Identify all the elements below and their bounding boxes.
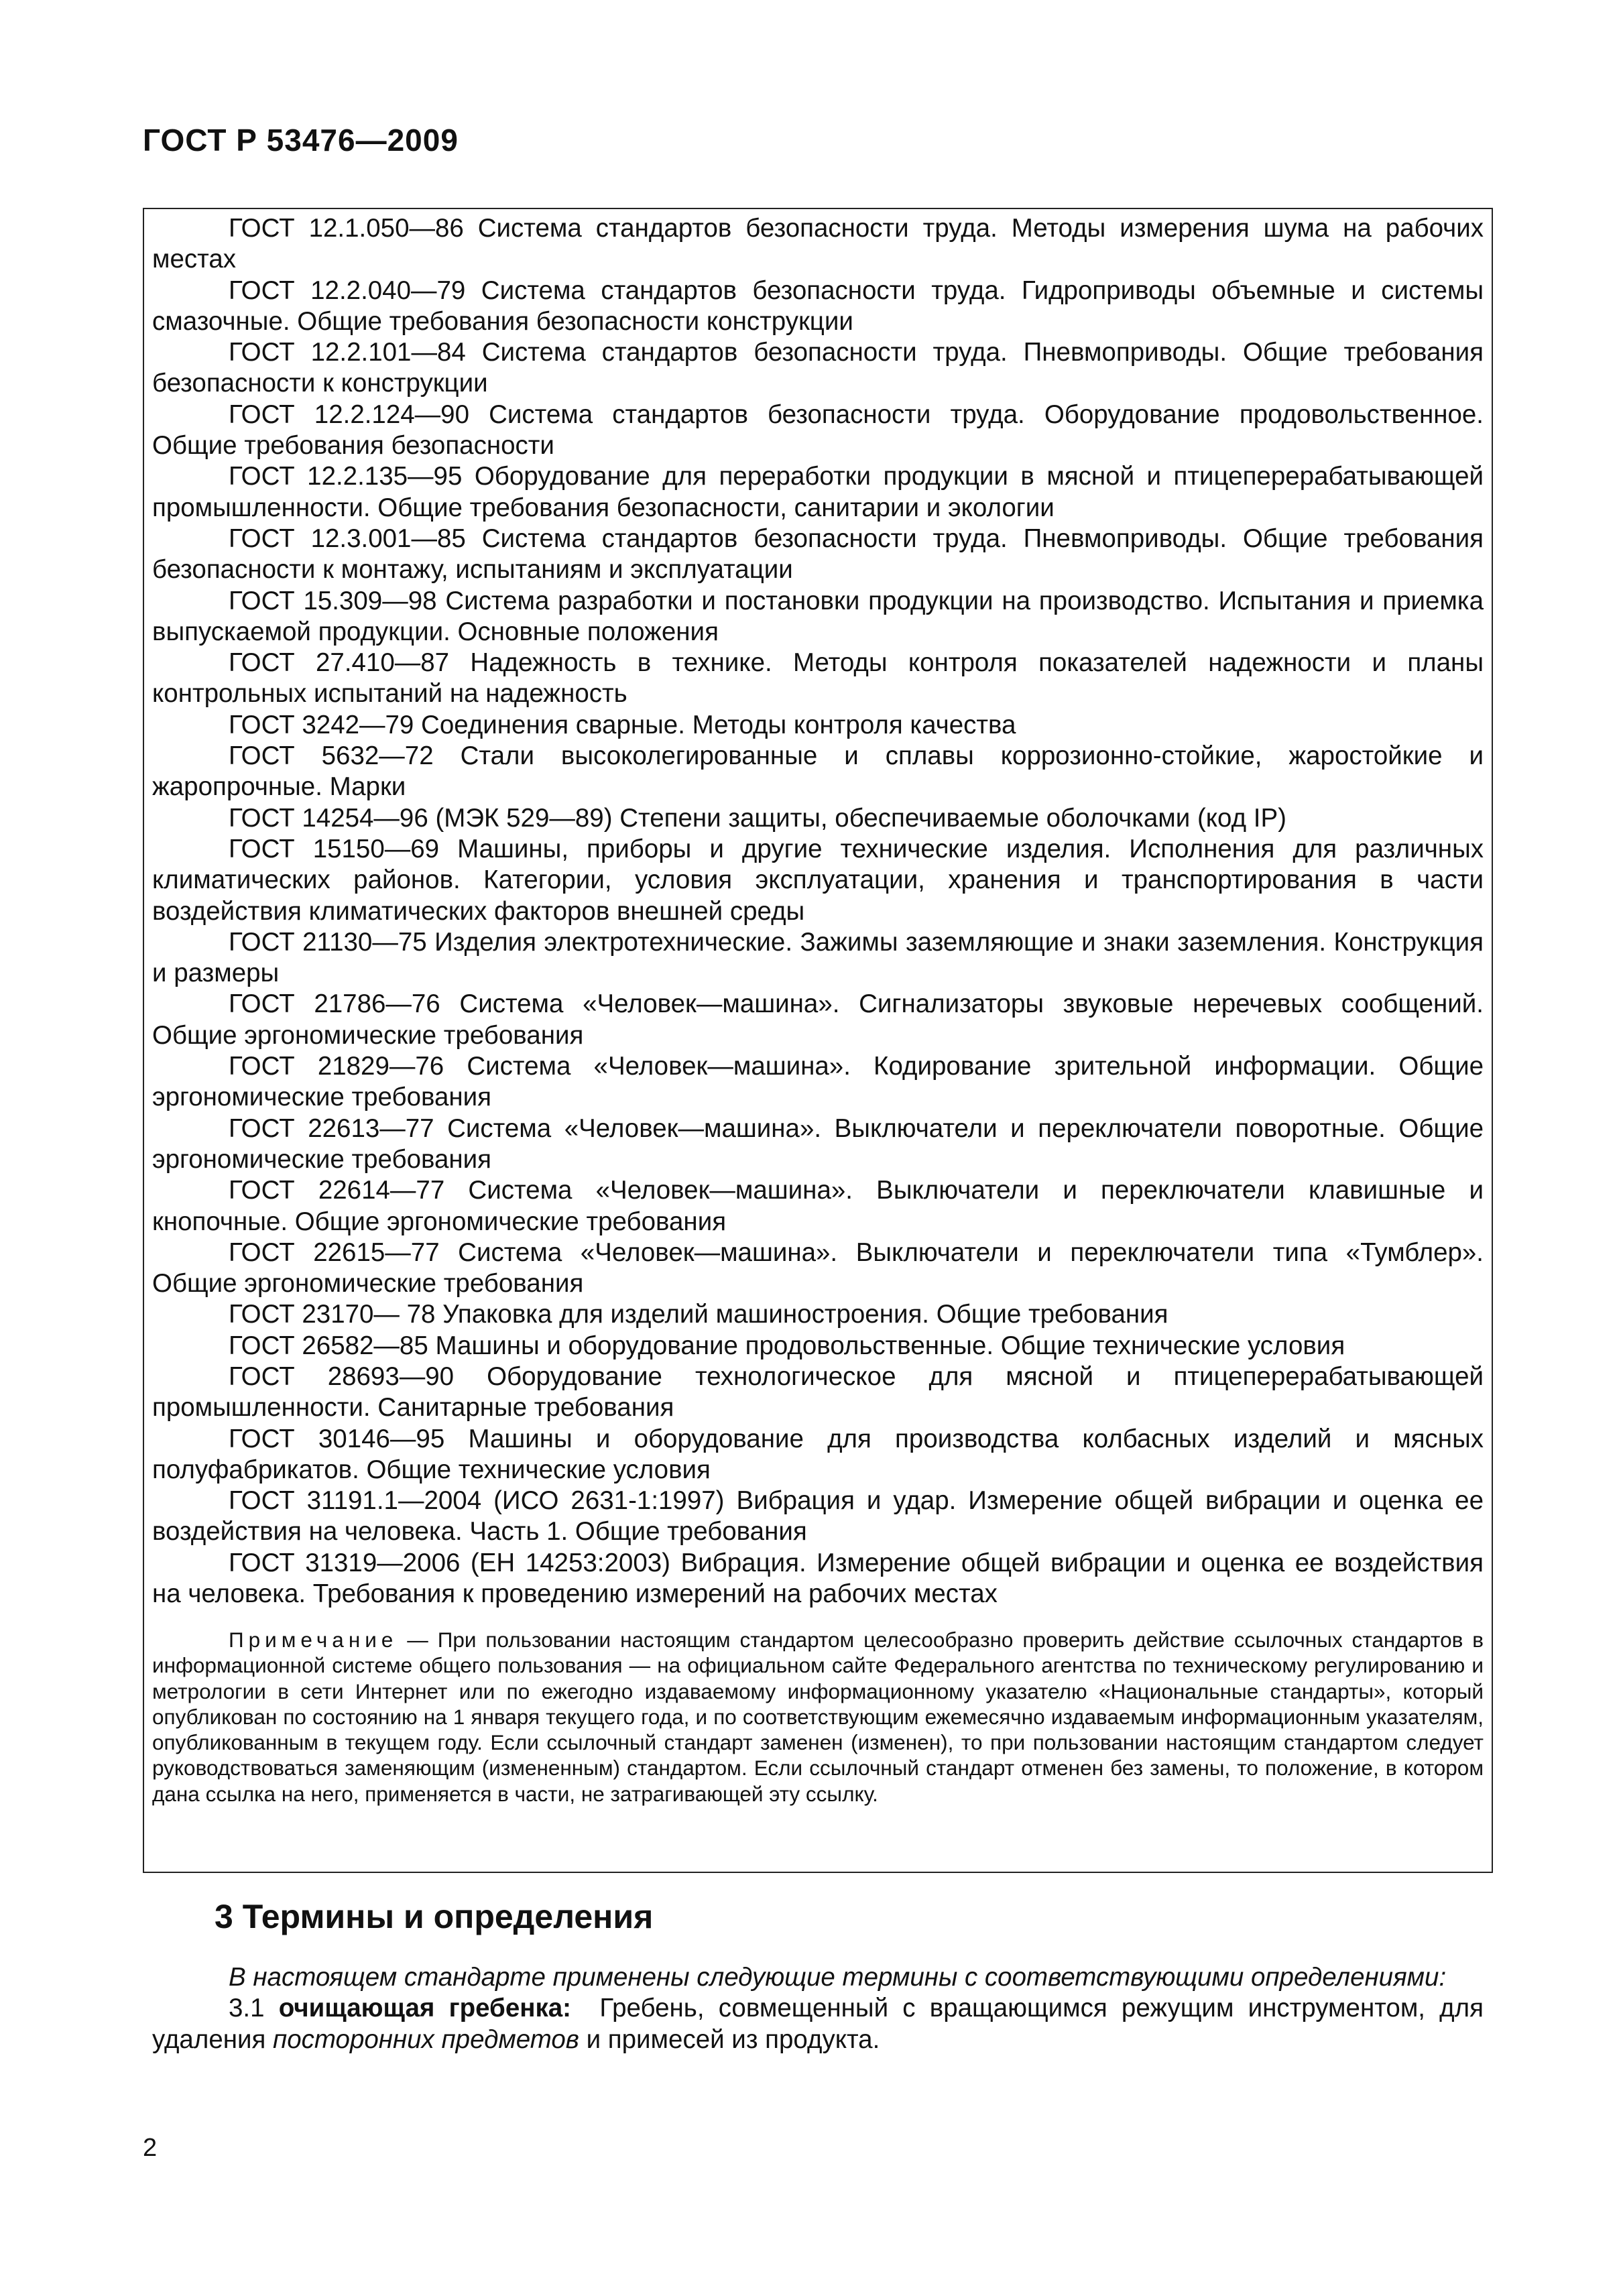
reference-item: ГОСТ 12.2.135—95 Оборудование для переработки продукции в мясной и птицеперерабатывающей промышленности. Общие требования безопасности, санитарии и экологии <box>152 462 1484 522</box>
term-emphasis: посторонних предметов <box>273 2025 579 2054</box>
section-heading: 3 Термины и определения <box>215 1898 654 1935</box>
reference-item: ГОСТ 12.3.001—85 Система стандартов безопасности труда. Пневмоприводы. Общие требования безопасности к монтажу, испытаниям и эксплуатации <box>152 524 1484 585</box>
reference-item: ГОСТ 12.2.040—79 Система стандартов безопасности труда. Гидроприводы объемные и системы смазочные. Общие требования безопасности конструкции <box>152 276 1484 336</box>
reference-item: ГОСТ 12.2.124—90 Система стандартов безопасности труда. Оборудование продовольственное. Общие требования безопасности <box>152 400 1484 461</box>
reference-item: ГОСТ 21786—76 Система «Человек—машина». Сигнализаторы звуковые неречевых сообщений. Общие эргономические требования <box>152 989 1484 1050</box>
section-intro: В настоящем стандарте применены следующие термины с соответствующими определениями: <box>229 1963 1447 1992</box>
term-number: 3.1 <box>229 1994 265 2023</box>
section-body <box>152 1962 1484 2055</box>
reference-item: ГОСТ 31191.1—2004 (ИСО 2631-1:1997) Вибрация и удар. Измерение общей вибрации и оценка ее воздействия на человека. Часть 1. Общие требования <box>152 1486 1484 1547</box>
reference-item: ГОСТ 5632—72 Стали высоколегированные и сплавы коррозионно-стойкие, жаростойкие и жаропрочные. Марки <box>152 741 1484 802</box>
reference-item: ГОСТ 22614—77 Система «Человек—машина». Выключатели и переключатели клавишные и кнопочные. Общие эргономические требования <box>152 1176 1484 1236</box>
document-header: ГОСТ Р 53476—2009 <box>143 123 459 158</box>
reference-item: ГОСТ 31319—2006 (ЕН 14253:2003) Вибрация. Измерение общей вибрации и оценка ее воздействия на человека. Требования к проведению измерений на рабочих местах <box>152 1548 1484 1609</box>
reference-item: ГОСТ 12.2.101—84 Система стандартов безопасности труда. Пневмоприводы. Общие требования безопасности к конструкции <box>152 338 1484 398</box>
reference-item: ГОСТ 15150—69 Машины, приборы и другие технические изделия. Исполнения для различных климатических районов. Категории, условия эксплуатации, хранения и транспортирования в части воздействия климатических факторов внешней среды <box>152 834 1484 926</box>
reference-item: ГОСТ 28693—90 Оборудование технологическое для мясной и птицеперерабатывающей промышленности. Санитарные требования <box>152 1362 1484 1423</box>
references-box <box>143 208 1493 1873</box>
reference-item: ГОСТ 21130—75 Изделия электротехнические. Зажимы заземляющие и знаки заземления. Конструкция и размеры <box>152 927 1484 988</box>
reference-item: ГОСТ 27.410—87 Надежность в технике. Методы контроля показателей надежности и планы контрольных испытаний на надежность <box>152 648 1484 709</box>
reference-item: ГОСТ 22615—77 Система «Человек—машина». Выключатели и переключатели типа «Тумблер». Общие эргономические требования <box>152 1237 1484 1298</box>
reference-item: ГОСТ 14254—96 (МЭК 529—89) Степени защиты, обеспечиваемые оболочками (код IP) <box>229 803 1286 833</box>
reference-item: ГОСТ 22613—77 Система «Человек—машина». Выключатели и переключатели поворотные. Общие эргономические требования <box>152 1113 1484 1174</box>
reference-item: ГОСТ 15.309—98 Система разработки и постановки продукции на производство. Испытания и приемка выпускаемой продукции. Основные положения <box>152 586 1484 646</box>
reference-item: ГОСТ 3242—79 Соединения сварные. Методы контроля качества <box>229 710 1016 739</box>
reference-item: ГОСТ 23170— 78 Упаковка для изделий машиностроения. Общие требования <box>229 1300 1168 1329</box>
note-text: — При пользовании настоящим стандартом целесообразно проверить действие ссылочных стандартов в информационной системе общего пользования — на официальном сайте Федерального агентства по техническому регулированию и метрологии в сети Интернет или по ежегодно издаваемому информационному указателю «Национальные стандарты», который опубликован по состоянию на 1 января текущего года, и по соответствующим ежемесячно издаваемым информационным указателям, опубликованным в текущем году. Если ссылочный стандарт заменен (изменен), то при пользовании настоящим стандартом следует руководствоваться заменяющим (измененным) стандартом. Если ссылочный стандарт отменен без замены, то положение, в котором дана ссылка на него, применяется в части, не затрагивающей эту ссылку. <box>152 1628 1484 1806</box>
reference-item: ГОСТ 30146—95 Машины и оборудование для производства колбасных изделий и мясных полуфабрикатов. Общие технические условия <box>152 1424 1484 1484</box>
reference-item: ГОСТ 26582—85 Машины и оборудование продовольственные. Общие технические условия <box>229 1331 1345 1360</box>
reference-list <box>152 213 1484 1610</box>
term-definition: 3.1 очищающая гребенка: Гребень, совмещенный с вращающимся режущим инструментом, для удаления посторонних предметов и примесей из продукта. <box>152 1994 1484 2054</box>
reference-item: ГОСТ 21829—76 Система «Человек—машина». Кодирование зрительной информации. Общие эргономические требования <box>152 1052 1484 1112</box>
note <box>152 1627 1484 1807</box>
note-label: Примечание <box>229 1628 398 1652</box>
page-number: 2 <box>143 2134 158 2162</box>
term-name: очищающая гребенка: <box>278 1994 571 2023</box>
reference-item: ГОСТ 12.1.050—86 Система стандартов безопасности труда. Методы измерения шума на рабочих местах <box>152 214 1484 274</box>
